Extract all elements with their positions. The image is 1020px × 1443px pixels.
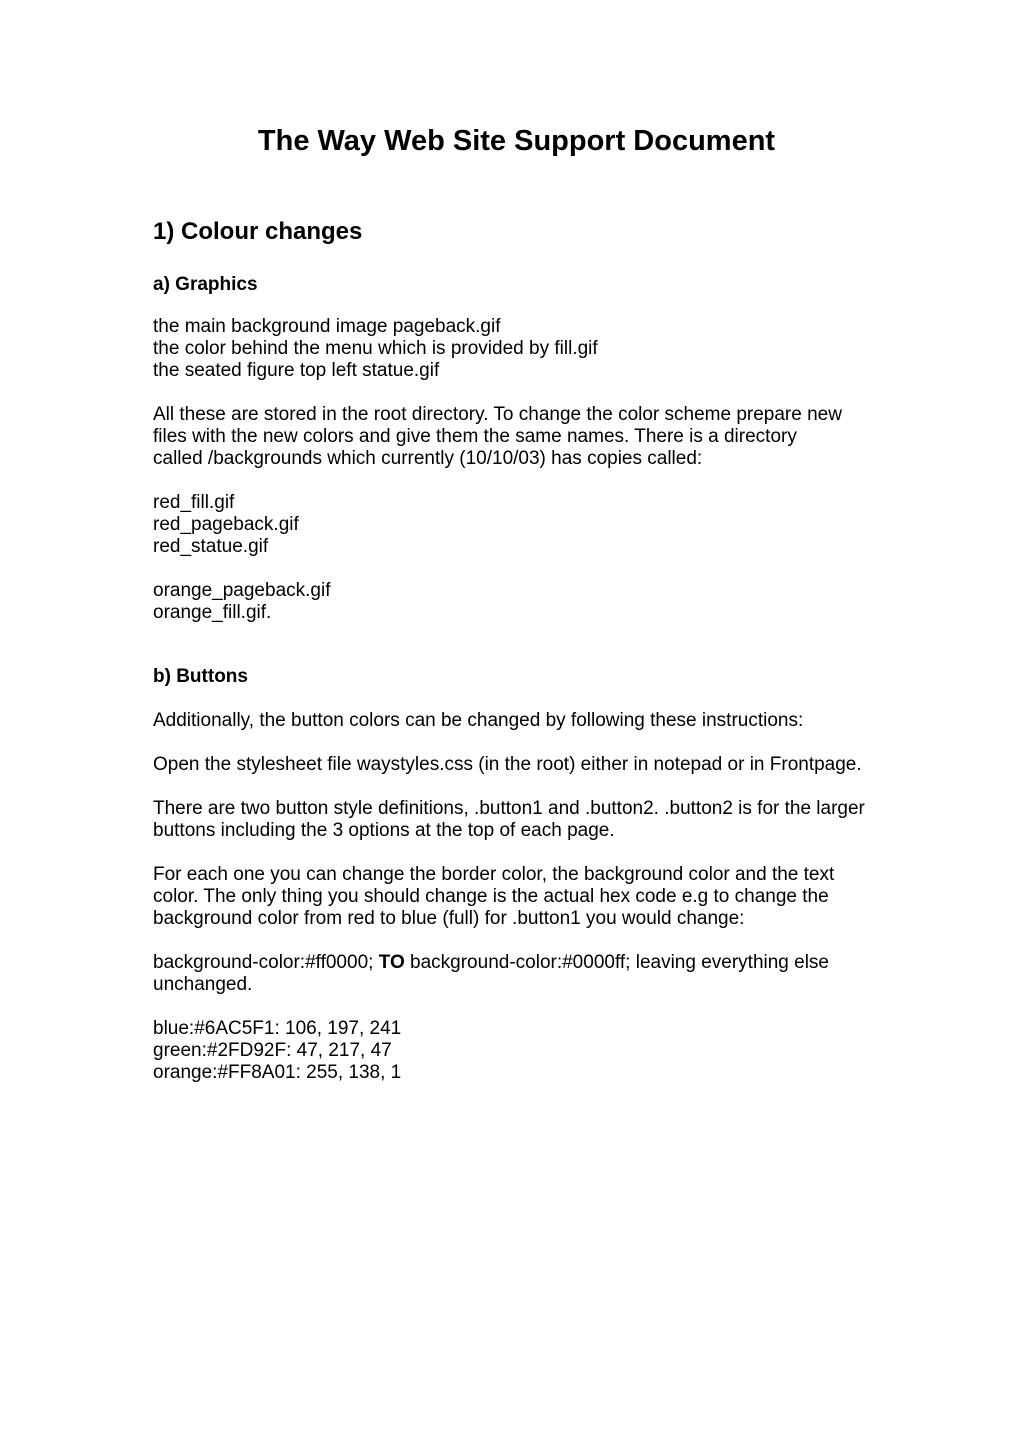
paragraph-line: Open the stylesheet file waystyles.css (in the root) either in notepad or in Frontpage. (153, 754, 862, 775)
paragraph-line: All these are stored in the root directory. To change the color scheme prepare new (153, 404, 842, 425)
code-example-to-keyword: TO (378, 952, 405, 973)
change-colors-paragraph (153, 864, 880, 930)
page-title: The Way Web Site Support Document (257, 125, 776, 157)
paragraph-line: buttons including the 3 options at the top of each page. (153, 820, 615, 841)
color-values-list (153, 1018, 880, 1084)
code-example-post: background-color:#0000ff; leaving everything else (404, 952, 830, 973)
paragraph-line: color. The only thing you should change is the actual hex code e.g to change the (153, 886, 829, 907)
paragraph-line: files with the new colors and give them the same names. There is a directory (153, 426, 797, 447)
paragraph-line: There are two button style definitions, .button1 and .button2. .button2 is for the larger (153, 798, 865, 819)
code-example-line: unchanged. (153, 974, 253, 995)
color-value-line-orange: orange:#FF8A01: 255, 138, 1 (153, 1062, 402, 1083)
orange-file-line: orange_fill.gif. (153, 602, 272, 623)
open-stylesheet-paragraph (153, 754, 880, 776)
orange-files-list (153, 580, 880, 624)
subsection-heading-graphics: a) Graphics (153, 274, 258, 295)
graphics-file-list (153, 316, 880, 382)
red-file-line: red_statue.gif (153, 536, 269, 557)
button-styles-paragraph (153, 798, 880, 842)
buttons-intro-paragraph (153, 710, 880, 732)
orange-file-line: orange_pageback.gif (153, 580, 331, 601)
code-example-pre: background-color:#ff0000; (153, 952, 379, 973)
color-value-line-green: green:#2FD92F: 47, 217, 47 (153, 1040, 392, 1061)
graphics-file-line: the seated figure top left statue.gif (153, 360, 440, 381)
paragraph-line: Additionally, the button colors can be changed by following these instructions: (153, 710, 804, 731)
color-value-line-blue: blue:#6AC5F1: 106, 197, 241 (153, 1018, 402, 1039)
graphics-intro-paragraph (153, 404, 880, 470)
red-files-list (153, 492, 880, 558)
paragraph-line: background color from red to blue (full) for .button1 you would change: (153, 908, 745, 929)
red-file-line: red_pageback.gif (153, 514, 299, 535)
paragraph-line: For each one you can change the border color, the background color and the text (153, 864, 835, 885)
code-example-line (153, 952, 880, 974)
section-heading-colour-changes: 1) Colour changes (153, 218, 363, 245)
graphics-file-line: the color behind the menu which is provided by fill.gif (153, 338, 598, 359)
red-file-line: red_fill.gif (153, 492, 235, 513)
subsection-heading-buttons: b) Buttons (153, 666, 248, 687)
paragraph-line: called /backgrounds which currently (10/10/03) has copies called: (153, 448, 703, 469)
graphics-file-line: the main background image pageback.gif (153, 316, 501, 337)
code-example-paragraph (153, 952, 880, 996)
